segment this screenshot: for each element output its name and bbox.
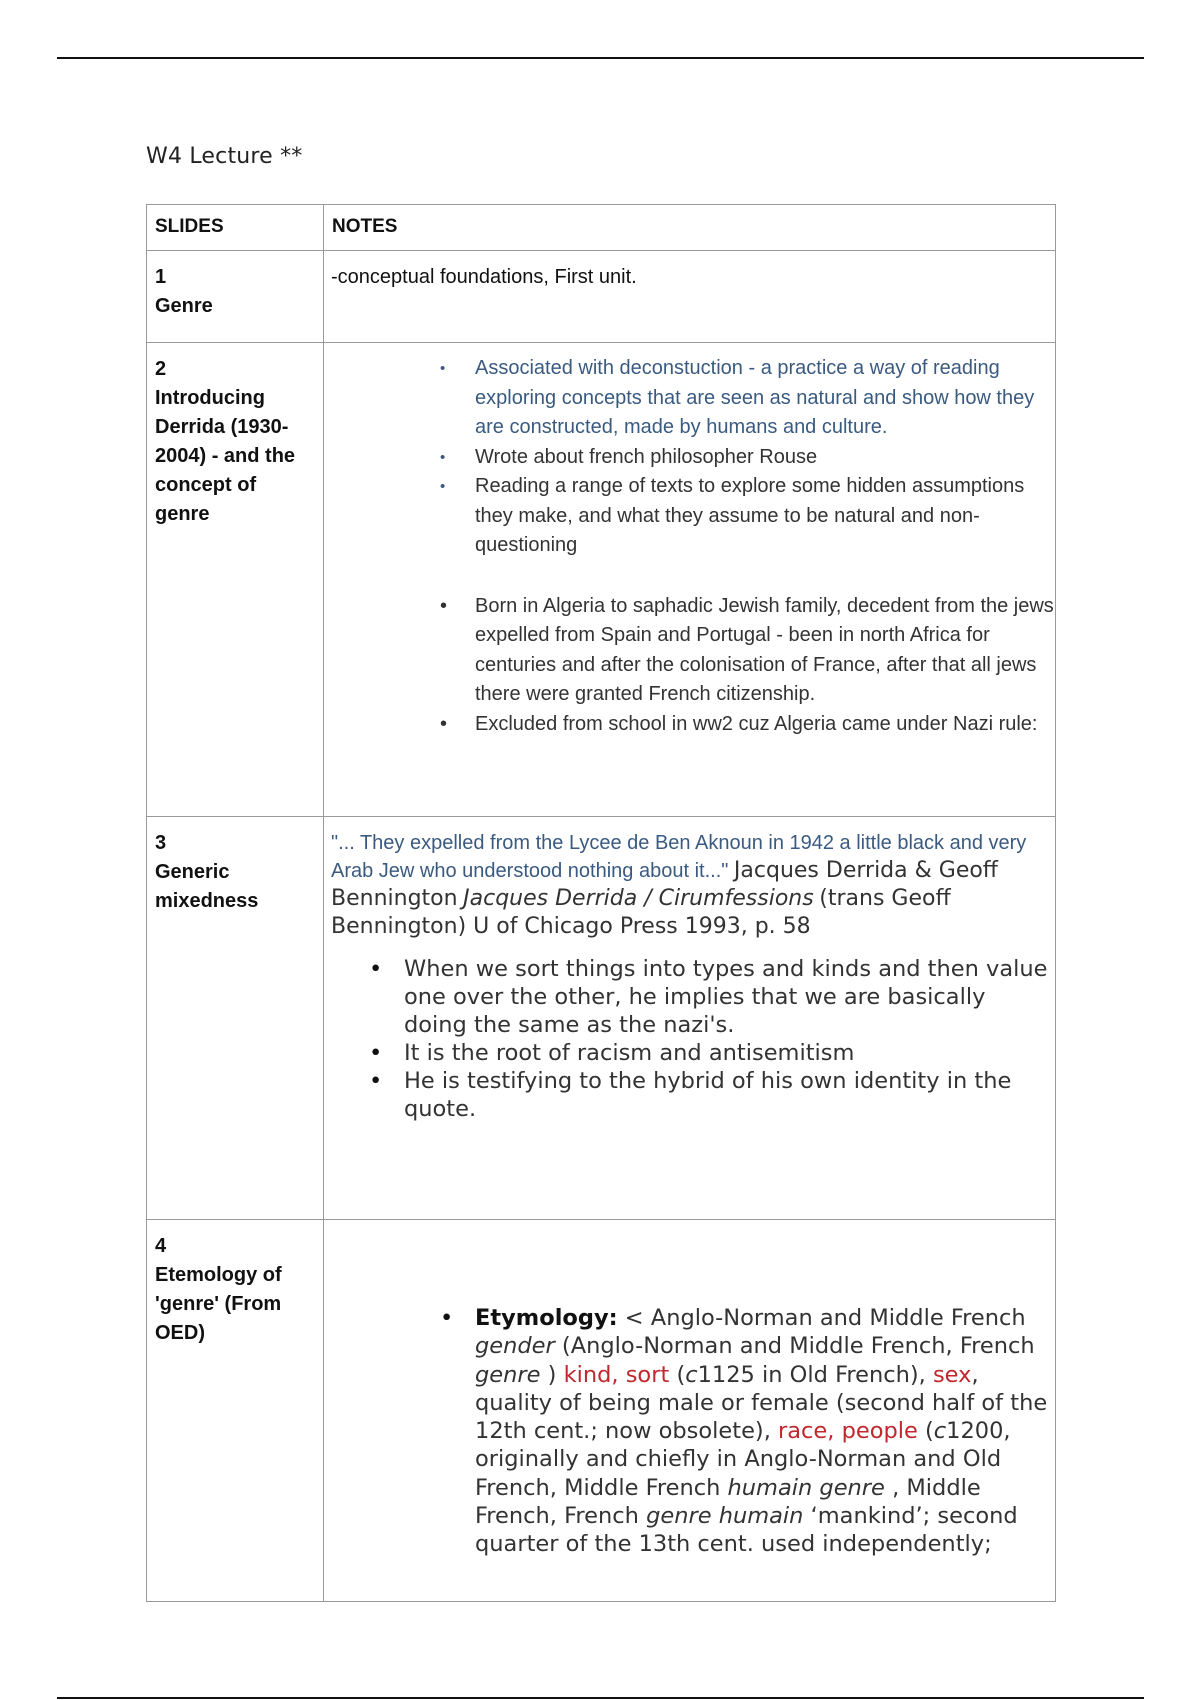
list-item: • Etymology: < Anglo-Norman and Middle French gender (Anglo-Norman and Middle French, French genre ) kind, sort (c1125 in Old French), sex, quality of being male or female (second half of the 12th cent.; now obsolete), race, people (c1200, originally and chiefly in Anglo-Norman and Old French, Middle French humain genre , Middle French, French genre humain ‘mankind’; second quarter of the 13th cent. used independently; (440, 1305, 1048, 1558)
list-item: • He is testifying to the hybrid of his own identity in the quote. (369, 1068, 1012, 1122)
highlight-text: race, people (778, 1418, 918, 1445)
bullet-icon: • (440, 1305, 454, 1331)
list-item: • Wrote about french philosopher Rouse (475, 443, 1055, 473)
notes-table (146, 204, 1056, 1602)
notes-cell (324, 251, 1056, 343)
slide-number: 3 (155, 832, 167, 854)
slide-title: Generic mixedness (155, 861, 259, 912)
page-title: W4 Lecture ** (146, 144, 303, 169)
bullet-list (440, 1304, 1055, 1559)
bullet-list (440, 354, 1055, 561)
slide-cell (147, 251, 324, 343)
quote-text: "... They expelled from the Lycee de Ben Aknoun in 1942 a little black and very Arab Jew who understood nothing about it..." (331, 832, 1027, 882)
slide-number: 1 (155, 266, 167, 288)
slide-number: 2 (155, 358, 167, 380)
list-item: • When we sort things into types and kinds and then value one over the other, he implies that we are basically doing the same as the nazi's. (369, 956, 1048, 1038)
list-item: • Born in Algeria to saphadic Jewish family, decedent from the jews expelled from Spain and Portugal - been in north Africa for centuries and after the colonisation of France, after that all jews there were granted French citizenship. (475, 592, 1055, 710)
bullet-icon: • (369, 1040, 383, 1066)
citation-book: Jacques Derrida / Cirumfessions (463, 886, 814, 911)
bullet-icon: • (440, 594, 448, 617)
etymology-label: Etymology: (475, 1305, 618, 1331)
bullet-icon: • (440, 360, 446, 377)
bullet-icon: • (440, 448, 446, 466)
bullet-list (440, 592, 1055, 740)
highlight-text: sex (932, 1361, 972, 1388)
table-row (147, 251, 1056, 343)
citation-author: Jacques Derrida & Geoff Bennington (331, 858, 998, 911)
bottom-rule (57, 1697, 1144, 1699)
slide-cell (147, 343, 324, 817)
list-item: • It is the root of racism and antisemitism (369, 1040, 855, 1066)
bullet-icon: • (440, 478, 446, 495)
slide-title: Etemology of 'genre' (From OED) (155, 1264, 282, 1344)
notes-cell (324, 817, 1056, 1220)
notes-cell (324, 343, 1056, 817)
slide-cell (147, 1220, 324, 1602)
quote-paragraph (324, 817, 1055, 941)
slide-title: Genre (155, 295, 213, 317)
bullet-icon: • (369, 956, 383, 982)
table-row (147, 817, 1056, 1220)
highlight-text: kind, sort (563, 1361, 670, 1388)
slide-number: 4 (155, 1235, 167, 1257)
notes-column-header: NOTES (324, 205, 1056, 251)
slides-column-header: SLIDES (147, 205, 324, 251)
bullet-icon: • (440, 712, 448, 735)
list-item: • Reading a range of texts to explore some hidden assumptions they make, and what they assume to be natural and non-questioning (475, 472, 1055, 561)
bullet-icon: • (369, 1068, 383, 1094)
top-rule (57, 57, 1144, 59)
list-item: • Excluded from school in ww2 cuz Algeria came under Nazi rule: (475, 710, 1055, 740)
table-row (147, 343, 1056, 817)
table-header-row (147, 205, 1056, 251)
list-item: • Associated with deconstuction - a practice a way of reading exploring concepts that are seen as natural and show how they are constructed, made by humans and culture. (475, 354, 1055, 443)
slide-title: Introducing Derrida (1930-2004) - and the concept of genre (155, 387, 296, 525)
note-text: -conceptual foundations, First unit. (331, 266, 637, 288)
slide-cell (147, 817, 324, 1220)
citation-publisher: (trans Geoff Bennington) U of Chicago Press 1993, p. 58 (331, 886, 951, 939)
bullet-list (369, 955, 1055, 1123)
notes-cell (324, 1220, 1056, 1602)
table-row (147, 1220, 1056, 1602)
